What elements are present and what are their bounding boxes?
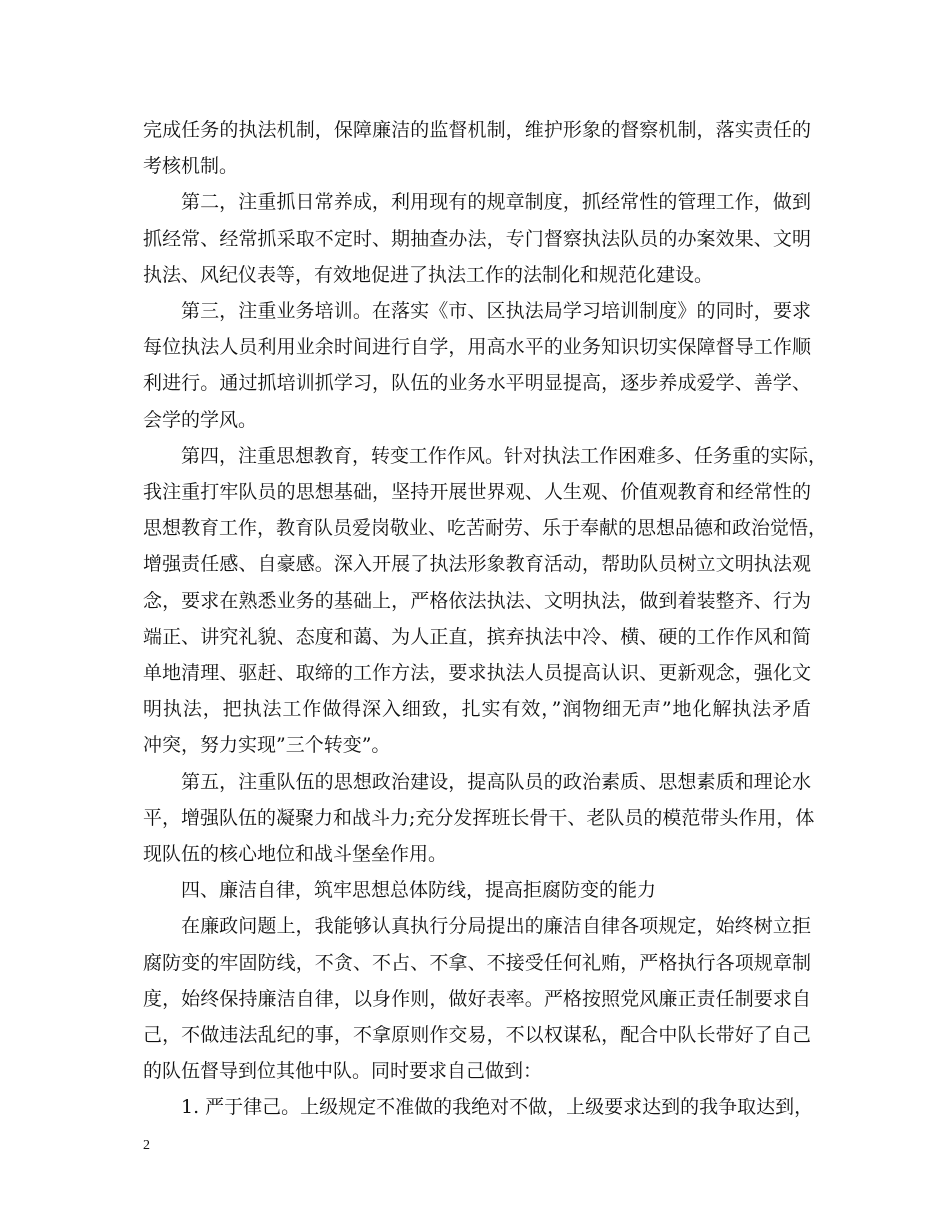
paragraph [143, 908, 811, 1089]
text-line: 己，不做违法乱纪的事，不拿原则作交易，不以权谋私，配合中队长带好了自己 [143, 1024, 811, 1047]
text-line: 会学的学风。 [143, 408, 258, 431]
paragraph [143, 293, 811, 438]
document-body [143, 112, 828, 1126]
paragraph [143, 438, 828, 764]
page-number: 2 [143, 1138, 150, 1153]
text-line: 抓经常、经常抓采取不定时、期抽查办法，专门督察执法队员的办案效果、文明 [143, 227, 811, 250]
text-line: 第二，注重抓日常养成，利用现有的规章制度，抓经常性的管理工作，做到 [181, 191, 811, 214]
text-line: 增强责任感、自豪感。深入开展了执法形象教育活动，帮助队员树立文明执法观 [143, 553, 811, 576]
text-line: 思想教育工作，教育队员爱岗敬业、吃苦耐劳、乐于奉献的思想品德和政治觉悟， [143, 517, 828, 540]
text-line: 每位执法人员利用业余时间进行自学，用高水平的业务知识切实保障督导工作顺 [143, 336, 811, 359]
text-line: 腐防变的牢固防线，不贪、不占、不拿、不接受任何礼贿，严格执行各项规章制 [143, 951, 811, 974]
text-line: 第四，注重思想教育，转变工作作风。针对执法工作困难多、任务重的实际， [181, 444, 828, 467]
paragraph [143, 184, 811, 293]
text-line: 在廉政问题上，我能够认真执行分局提出的廉洁自律各项规定，始终树立拒 [181, 915, 811, 938]
text-line: 完成任务的执法机制，保障廉洁的监督机制，维护形象的督察机制，落实责任的 [143, 119, 811, 141]
paragraph [143, 1089, 814, 1125]
paragraph [143, 112, 811, 184]
text-line: 度，始终保持廉洁自律，以身作则，做好表率。严格按照党风廉正责任制要求自 [143, 987, 811, 1010]
text-line: 第五，注重队伍的思想政治建设，提高队员的政治素质、思想素质和理论水 [181, 770, 811, 793]
text-line: 考核机制。 [143, 155, 239, 178]
text-line: 平，增强队伍的凝聚力和战斗力;充分发挥班长骨干、老队员的模范带头作用，体 [143, 806, 815, 829]
paragraph [143, 872, 811, 908]
text-line: 利进行。通过抓培训抓学习，队伍的业务水平明显提高，逐步养成爱学、善学、 [143, 372, 811, 395]
text-line: 执法、风纪仪表等，有效地促进了执法工作的法制化和规范化建设。 [143, 263, 714, 286]
paragraph [143, 764, 815, 873]
text-line: 端正、讲究礼貌、态度和蔼、为人正直，摈弃执法中冷、横、硬的工作作风和简 [143, 625, 811, 648]
text-line: 念，要求在熟悉业务的基础上，严格依法执法、文明执法，做到着装整齐、行为 [143, 589, 811, 612]
text-line: 我注重打牢队员的思想基础，坚持开展世界观、人生观、价值观教育和经常性的 [143, 481, 811, 504]
text-line: 的队伍督导到位其他中队。同时要求自己做到： [143, 1060, 543, 1083]
text-line: 现队伍的核心地位和战斗堡垒作用。 [143, 843, 448, 866]
text-line: 四、廉洁自律，筑牢思想总体防线，提高拒腐防变的能力 [181, 879, 657, 902]
text-line: 冲突，努力实现”三个转变”。 [143, 734, 391, 757]
text-line: 单地清理、驱赶、取缔的工作方法，要求执法人员提高认识、更新观念，强化文 [143, 662, 811, 685]
text-line: 第三，注重业务培训。在落实《市、区执法局学习培训制度》的同时，要求 [181, 300, 811, 323]
text-line: 明执法，把执法工作做得深入细致，扎实有效，”润物细无声”地化解执法矛盾 [143, 698, 811, 721]
text-line: 1. 严于律己。上级规定不准做的我绝对不做，上级要求达到的我争取达到， [181, 1096, 814, 1119]
